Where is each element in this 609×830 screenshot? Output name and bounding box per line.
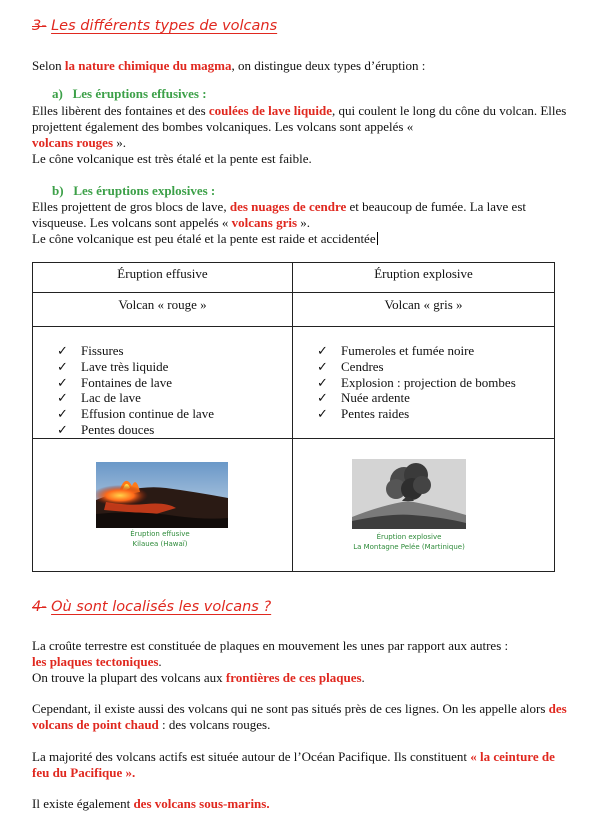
intro-highlight: la nature chimique du magma [64,58,232,73]
effusive-highlight-1: coulées de lave liquide [208,103,333,118]
pacific-text: La majorité des volcans actifs est située autour de l’Océan Pacifique. Ils constituent [32,749,471,764]
checkmark-icon: ✓ [317,343,328,358]
list-item-text: Lac de lave [81,390,141,406]
checkmark-icon: ✓ [57,343,68,358]
subheading-b-label: b) [52,183,64,198]
explosive-text-2: et beaucoup de fumée. La lave est visqueuse. Les volcans sont appelés « [32,199,526,230]
type-grey-volcano: Volcan « gris » [293,293,555,327]
effusive-text-3: ». [113,135,127,150]
explosive-list [317,343,554,422]
effusive-caption [70,530,250,549]
boundaries-text: On trouve la plupart des volcans aux [32,670,226,685]
section-4-heading [32,599,271,615]
section-4-number: 4- [32,599,47,615]
list-item [57,390,292,406]
effusive-text-4: Le cône volcanique est très étalé et la pente est faible. [32,151,312,166]
effusive-caption-title: Éruption effusive [130,530,190,538]
pacific-highlight: « la ceinture de feu du Pacifique ». [32,749,555,780]
list-item [317,343,554,359]
list-item-text: Fumeroles et fumée noire [341,343,475,358]
explosive-caption [319,533,499,552]
subheading-a-label: a) [52,86,63,101]
subheading-explosive [52,183,215,199]
list-item-text: Fissures [81,343,124,358]
section-4-title: Où sont localisés les volcans ? [51,599,272,615]
effusive-highlight-2: volcans rouges [32,135,114,150]
plates-highlight: les plaques tectoniques [32,654,159,669]
explosive-text-3: ». [297,215,311,230]
submarine-paragraph [32,796,572,812]
plates-text-end: . [158,654,162,669]
explosive-highlight-1: des nuages de cendre [229,199,347,214]
checkmark-icon: ✓ [57,421,68,437]
header-effusive: Éruption effusive [33,263,293,293]
intro-text: Selon [32,58,65,73]
list-item-text: Lave très liquide [81,358,169,374]
effusive-text-1: Elles libèrent des fontaines et des [32,103,209,118]
explosive-caption-location: La Montagne Pelée (Martinique) [353,542,465,551]
text-cursor [377,232,378,245]
explosive-highlight-2: volcans gris [231,215,298,230]
effusive-eruption-photo [96,462,228,528]
list-item-text: Explosion : projection de bombes [341,374,516,390]
effusive-text-2: , qui coulent le long du cône du volcan. Elles projettent également des bombes volcaniques. Les volcans sont appelés « [32,103,567,134]
checkmark-icon: ✓ [57,390,68,406]
list-item-text: Pentes douces [81,421,155,437]
explosive-image-cell [293,439,555,572]
hotspot-paragraph [32,701,572,733]
explosive-caption-title: Éruption explosive [376,533,442,541]
list-item [57,359,292,375]
list-item-text: Fontaines de lave [81,374,172,390]
plates-text: La croûte terrestre est constituée de plaques en mouvement les unes par rapport aux autres : [32,638,509,653]
section-3-number: 3- [32,18,47,34]
pacific-paragraph [32,749,572,781]
effusive-paragraph [32,103,572,167]
section-3-heading [32,18,277,34]
effusive-caption-location: Kilauea (Hawaï) [132,539,188,548]
list-item-text: Effusion continue de lave [81,406,214,422]
intro-paragraph [32,58,572,74]
effusive-characteristics [33,327,293,439]
checkmark-icon: ✓ [57,406,68,422]
list-item [57,422,292,438]
checkmark-icon: ✓ [57,358,68,374]
explosive-characteristics [293,327,555,439]
comparison-table [32,262,555,572]
submarine-highlight: des volcans sous-marins. [133,796,270,811]
list-item [317,390,554,406]
list-item [317,375,554,391]
effusive-list [57,343,292,438]
checkmark-icon: ✓ [317,390,328,406]
checkmark-icon: ✓ [317,374,328,390]
section-3-title: Les différents types de volcans [51,18,278,34]
effusive-image-cell [33,439,293,572]
plates-paragraph [32,638,572,686]
subheading-b-title: Les éruptions explosives : [73,183,216,198]
hotspot-highlight: des volcans de point chaud [32,701,567,732]
submarine-text: Il existe également [32,796,134,811]
hotspot-text-2: : des volcans rouges. [158,717,271,732]
boundaries-highlight: frontières de ces plaques [225,670,362,685]
list-item [57,406,292,422]
hotspot-text-1: Cependant, il existe aussi des volcans qui ne sont pas situés près de ces lignes. On les appelle alors [32,701,549,716]
boundaries-text-end: . [361,670,365,685]
checkmark-icon: ✓ [57,374,68,390]
list-item [317,359,554,375]
explosive-paragraph [32,199,572,247]
list-item-text: Cendres [341,358,384,374]
checkmark-icon: ✓ [317,358,328,374]
list-item [317,406,554,422]
checkmark-icon: ✓ [317,406,328,422]
intro-text-end: , on distingue deux types d’éruption : [231,58,426,73]
list-item [57,375,292,391]
list-item [57,343,292,359]
header-explosive: Éruption explosive [293,263,555,293]
subheading-effusive [52,86,207,102]
subheading-a-title: Les éruptions effusives : [72,86,207,101]
explosive-text-1: Elles projettent de gros blocs de lave, [32,199,230,214]
list-item-text: Nuée ardente [341,390,410,406]
explosive-text-4: Le cône volcanique est peu étalé et la pente est raide et accidentée [32,231,376,246]
explosive-eruption-photo [352,459,466,529]
list-item-text: Pentes raides [341,406,410,422]
type-red-volcano: Volcan « rouge » [33,293,293,327]
